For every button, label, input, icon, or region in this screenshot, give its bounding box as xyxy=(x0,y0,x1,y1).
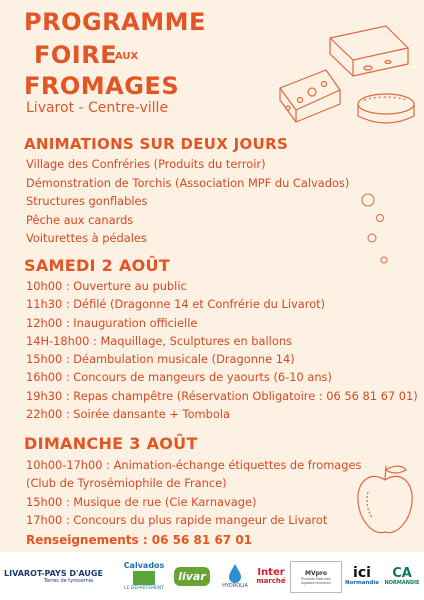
logo-mvpro xyxy=(290,561,342,593)
subtitle-location: Livarot - Centre-ville xyxy=(26,100,169,116)
list-item: Pêche aux canards xyxy=(26,212,134,227)
logo-livar-text: livar xyxy=(174,567,210,586)
logo-livarot-pays-auge xyxy=(4,558,120,594)
calvados-emblem-icon xyxy=(133,571,155,585)
logo-ici-text: ici xyxy=(353,565,371,581)
bubbles-decoration xyxy=(354,190,394,270)
list-item: 17h00 : Concours du plus rapide mangeur de Livarot xyxy=(26,512,328,527)
animations-list xyxy=(26,155,349,248)
logo-ca-text: CA xyxy=(392,565,412,581)
list-item: Voiturettes à pédales xyxy=(26,231,147,246)
section-title-dimanche: DIMANCHE 3 AOÛT xyxy=(24,434,198,453)
title-fromages: FROMAGES xyxy=(24,72,180,100)
section-title-animations: ANIMATIONS SUR DEUX JOURS xyxy=(24,135,289,153)
title-aux: AUX xyxy=(115,51,139,62)
logo-ca-sub: NORMANDIE xyxy=(384,579,420,586)
list-item: 16h00 : Concours de mangeurs de yaourts (6-10 ans) xyxy=(26,370,332,385)
logo-hydrolia-text: HYDROLIA xyxy=(222,583,248,589)
section-title-samedi: SAMEDI 2 AOÛT xyxy=(24,256,171,275)
list-item: 14H-18h00 : Maquillage, Sculptures en ballons xyxy=(26,333,292,348)
list-item: 10h00 : Ouverture au public xyxy=(26,279,187,293)
hydrolia-drop-icon xyxy=(227,563,243,583)
list-item: 19h30 : Repas champêtre (Réservation Obligatoire : 06 56 81 67 01) xyxy=(26,388,418,403)
dimanche-list xyxy=(26,456,361,529)
list-item: (Club de Tyrosémiophile de France) xyxy=(26,476,227,491)
list-item: Village des Confréries (Produits du terroir) xyxy=(26,157,266,171)
title-programme: PROGRAMME xyxy=(24,8,206,36)
logo-calvados-text: Calvados xyxy=(123,561,165,570)
logo-livarot-sub: Terres de tyrosémie xyxy=(44,577,94,584)
logo-calvados-sub: LE DÉPARTEMENT xyxy=(124,586,164,591)
list-item: 22h00 : Soirée dansante + Tombola xyxy=(26,407,230,422)
list-item: 11h30 : Défilé (Dragonne 14 et Confrérie du Livarot) xyxy=(26,297,326,312)
logo-livarot-text: LIVAROT-PAYS D'AUGE xyxy=(4,568,103,578)
logo-calvados xyxy=(120,558,168,594)
logo-ici-sub: Normandie xyxy=(344,580,379,586)
logo-intermarche xyxy=(254,558,288,594)
contact-info: Renseignements : 06 56 81 67 01 xyxy=(26,533,253,547)
list-item: 15h00 : Déambulation musicale (Dragonne 14) xyxy=(26,352,295,367)
apple-illustration xyxy=(352,462,418,542)
title-foire: FOIRE xyxy=(34,41,118,69)
cheese-illustration xyxy=(268,18,418,128)
logo-mvpro-sub: Produits Naturels Agroalimentaires xyxy=(301,576,331,585)
list-item: 15h00 : Musique de rue (Cie Karnavage) xyxy=(26,494,257,509)
logo-livar xyxy=(170,558,214,594)
list-item: Démonstration de Torchis (Association MPF du Calvados) xyxy=(26,175,350,190)
list-item: 10h00-17h00 : Animation-échange étiquettes de fromages xyxy=(26,458,362,472)
logo-mvpro-text: MVpro xyxy=(305,569,327,577)
logo-credit-agricole xyxy=(382,558,422,594)
logo-hydrolia xyxy=(216,558,254,594)
logo-inter-sub: marché xyxy=(256,576,286,585)
sponsor-logos-bar xyxy=(0,552,424,600)
logo-inter-text: Inter xyxy=(257,566,285,578)
logo-ici-normandie xyxy=(344,558,380,594)
samedi-list xyxy=(26,277,418,423)
list-item: 12h00 : Inauguration officielle xyxy=(26,315,198,330)
list-item: Structures gonflables xyxy=(26,194,148,209)
